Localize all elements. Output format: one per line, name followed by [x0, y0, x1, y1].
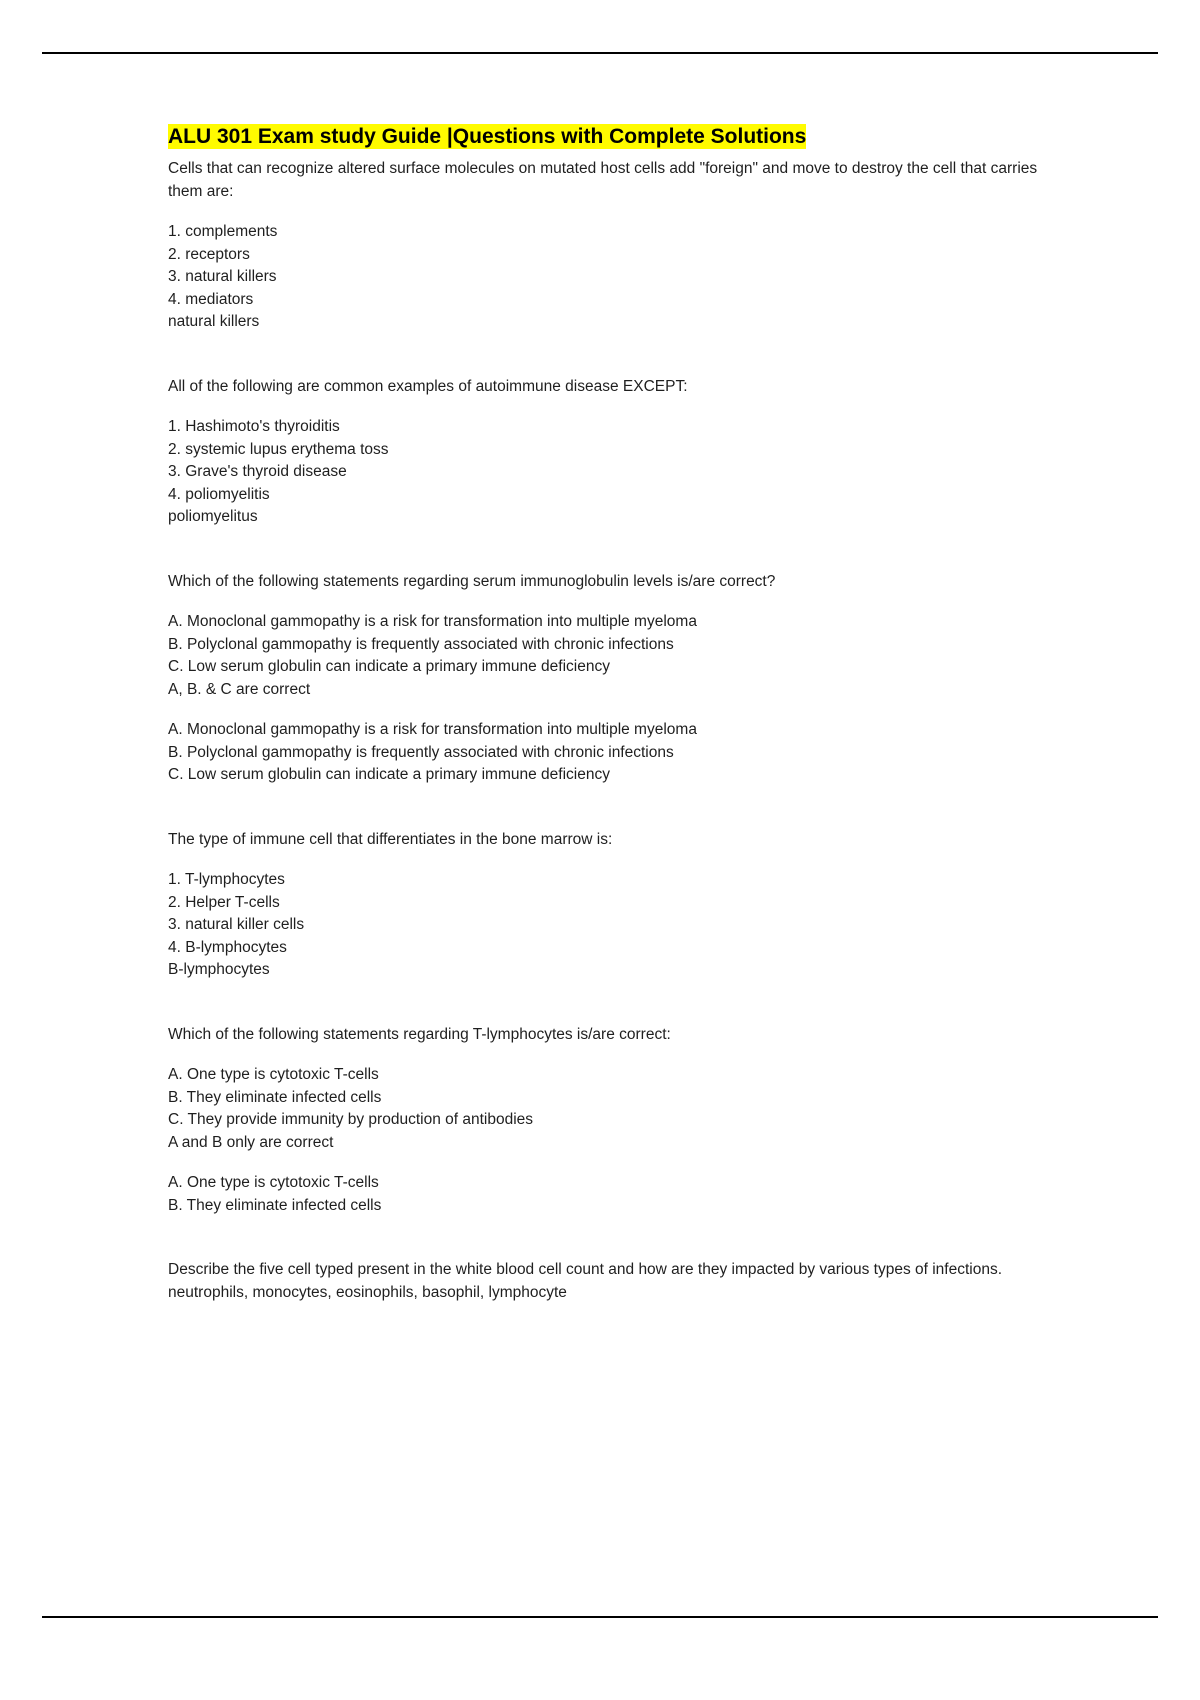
- option-item: 3. natural killers: [168, 268, 277, 285]
- qa-block: [168, 376, 1048, 529]
- option-item: A, B. & C are correct: [168, 680, 311, 698]
- qa-block: [168, 571, 1048, 787]
- option-item: 1. Hashimoto's thyroiditis: [168, 418, 340, 435]
- answer-text: A. One type is cytotoxic T-cells: [168, 1174, 379, 1191]
- qa-block: [168, 1024, 1048, 1218]
- spacer: [168, 203, 1048, 221]
- spacer: [168, 529, 1048, 571]
- answer-text: B-lymphocytes: [168, 961, 270, 978]
- option-item: 2. receptors: [168, 245, 250, 263]
- answer-text: natural killers: [168, 313, 260, 330]
- question-text: All of the following are common examples of autoimmune disease EXCEPT:: [168, 377, 688, 395]
- spacer: [168, 398, 1048, 416]
- option-item: 3. Grave's thyroid disease: [168, 463, 347, 480]
- option-item: 4. mediators: [168, 290, 254, 308]
- spacer: [168, 334, 1048, 376]
- answer-text: A. Monoclonal gammopathy is a risk for transformation into multiple myeloma: [168, 721, 697, 738]
- answer-text: B. Polyclonal gammopathy is frequently associated with chronic infections: [168, 743, 674, 761]
- answer-text: C. Low serum globulin can indicate a primary immune deficiency: [168, 766, 610, 783]
- page-title: [168, 122, 1048, 152]
- question-text: Cells that can recognize altered surface molecules on mutated host cells add "foreign" and move to destroy the cell that carries them are:: [168, 160, 1038, 200]
- question-text: Which of the following statements regarding T-lymphocytes is/are correct:: [168, 1025, 671, 1043]
- spacer: [168, 701, 1048, 719]
- document-body: [168, 122, 1048, 1304]
- option-item: C. Low serum globulin can indicate a primary immune deficiency: [168, 658, 610, 675]
- option-item: 2. Helper T-cells: [168, 893, 280, 911]
- qa-block: [168, 829, 1048, 982]
- spacer: [168, 787, 1048, 829]
- spacer: [168, 982, 1048, 1024]
- spacer: [168, 851, 1048, 869]
- option-item: C. They provide immunity by production of antibodies: [168, 1111, 534, 1128]
- spacer: [168, 1217, 1048, 1259]
- option-item: 4. poliomyelitis: [168, 485, 270, 503]
- answer-text: neutrophils, monocytes, eosinophils, basophil, lymphocyte: [168, 1283, 567, 1301]
- qa-block: [168, 158, 1048, 334]
- spacer: [168, 1046, 1048, 1064]
- option-item: 4. B-lymphocytes: [168, 938, 287, 956]
- page-title-text: ALU 301 Exam study Guide |Questions with Complete Solutions: [168, 125, 807, 148]
- option-item: 2. systemic lupus erythema toss: [168, 440, 389, 458]
- option-item: 3. natural killer cells: [168, 916, 305, 933]
- option-item: A. Monoclonal gammopathy is a risk for transformation into multiple myeloma: [168, 613, 697, 630]
- answer-text: B. They eliminate infected cells: [168, 1196, 382, 1214]
- option-item: B. They eliminate infected cells: [168, 1088, 382, 1106]
- spacer: [168, 593, 1048, 611]
- qa-block: [168, 1259, 1048, 1304]
- answer-text: poliomyelitus: [168, 508, 258, 525]
- page-bottom-rule: [42, 1616, 1158, 1618]
- question-text: The type of immune cell that differentiates in the bone marrow is:: [168, 830, 613, 848]
- question-text: Describe the five cell typed present in the white blood cell count and how are they impacted by various types of infections.: [168, 1261, 1003, 1278]
- option-item: B. Polyclonal gammopathy is frequently associated with chronic infections: [168, 635, 674, 653]
- option-item: 1. T-lymphocytes: [168, 871, 285, 888]
- spacer: [168, 1154, 1048, 1172]
- question-text: Which of the following statements regarding serum immunoglobulin levels is/are correct?: [168, 572, 776, 590]
- option-item: A and B only are correct: [168, 1133, 334, 1151]
- option-item: 1. complements: [168, 223, 278, 240]
- page-top-rule: [42, 52, 1158, 54]
- option-item: A. One type is cytotoxic T-cells: [168, 1066, 379, 1083]
